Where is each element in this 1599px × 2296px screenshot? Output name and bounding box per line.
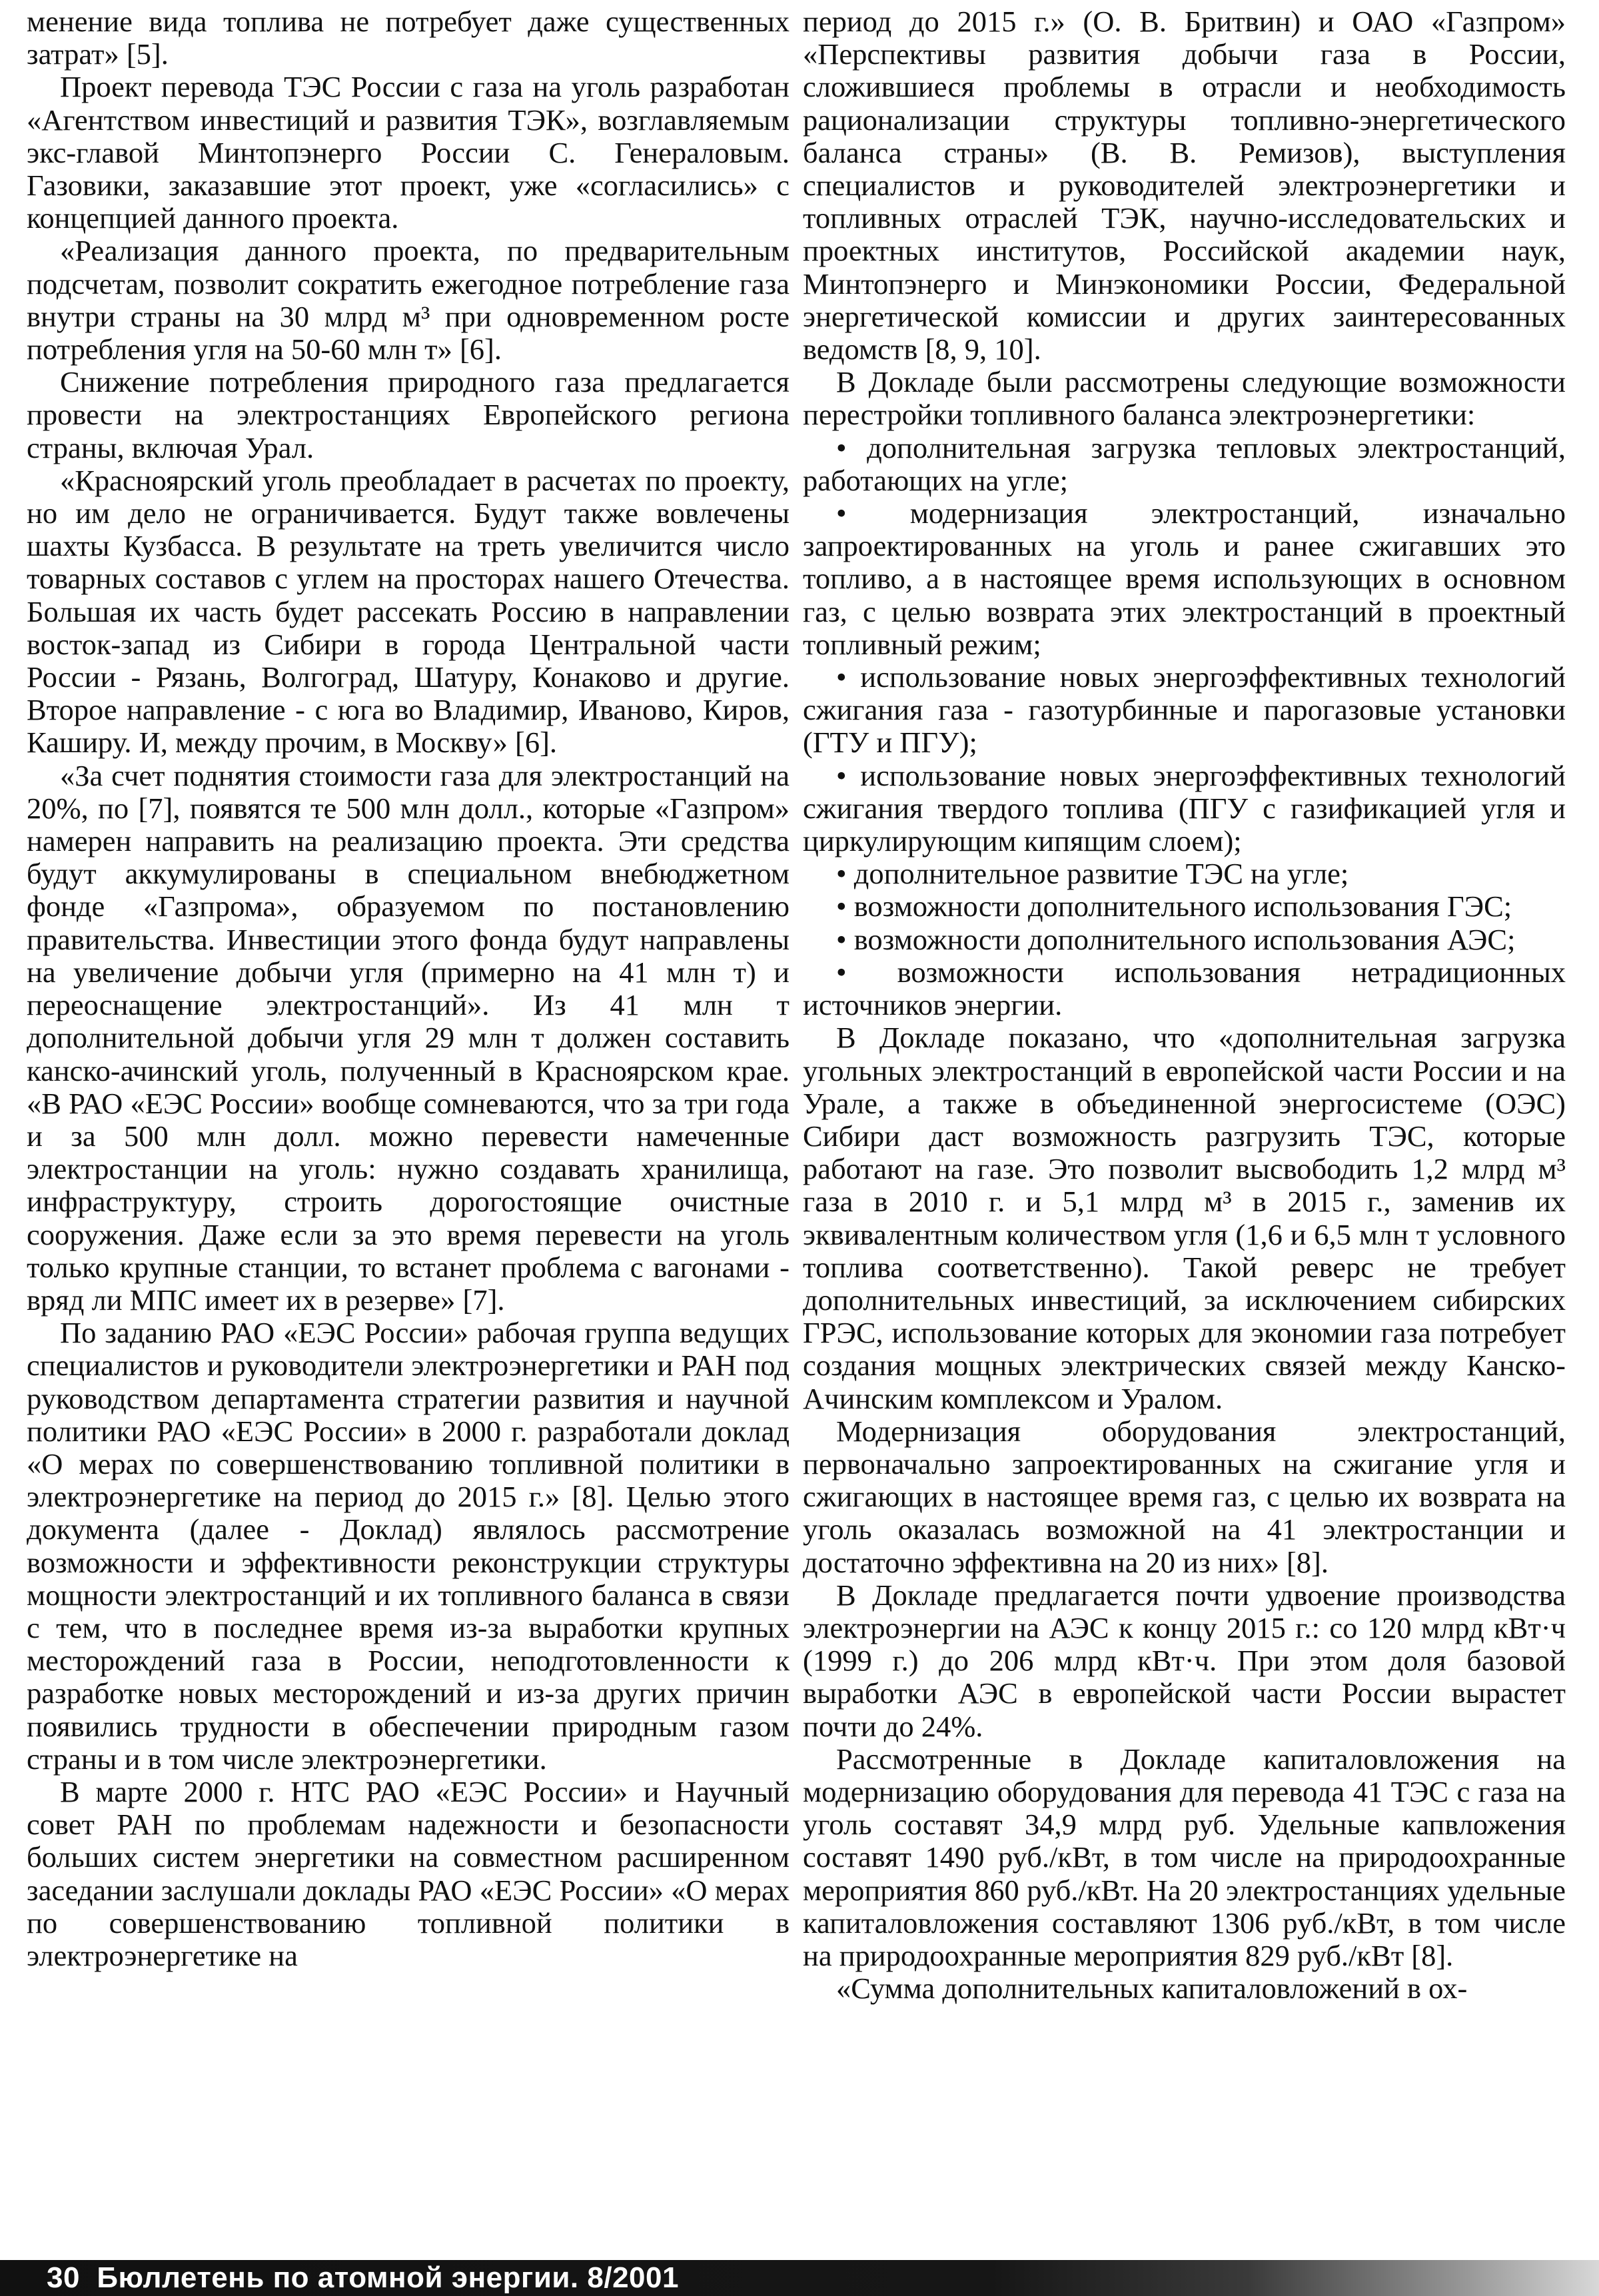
paragraph: менение вида топлива не потребует даже существенных затрат» [5].	[27, 5, 790, 71]
bullet-item: • возможности использования нетрадиционных источников энергии.	[803, 956, 1566, 1021]
paragraph: «Реализация данного проекта, по предварительным подсчетам, позволит сократить ежегодное потребление газа внутри страны на 30 млрд м³ при одновременном росте потребления угля на 50-60 млн т» [6].	[27, 234, 790, 366]
paragraph: «За счет поднятия стоимости газа для электростанций на 20%, по [7], появятся те 500 млн долл., которые «Газпром» намерен направить на реализацию проекта. Эти средства будут аккумулированы в специальном внебюджетном фонде «Газпрома», образуемом по постановлению правительства. Инвестиции этого фонда будут направлены на увеличение добычи угля (примерно на 41 млн т) и переоснащение электростанций». Из 41 млн т дополнительной добычи угля 29 млн т должен составить канско-ачинский уголь, полученный в Красноярском крае. «В РАО «ЕЭС России» вообще сомневаются, что за три года и за 500 млн долл. можно перевести намеченные электростанции на уголь: нужно создавать хранилища, инфраструктуру, строить дорогостоящие очистные сооружения. Даже если за это время перевести на уголь только крупные станции, то встанет проблема с вагонами - вряд ли МПС имеет их в резерве» [7].	[27, 758, 790, 1317]
paragraph: Проект перевода ТЭС России с газа на уголь разработан «Агентством инвестиций и развития ТЭК», возглавляемым экс-главой Минтопэнерго России С. Генераловым. Газовики, заказавшие этот проект, уже «согласились» с концепцией данного проекта.	[27, 70, 790, 235]
paragraph: В марте 2000 г. НТС РАО «ЕЭС России» и Научный совет РАН по проблемам надежности и безопасности больших систем энергетики на совместном расширенном заседании заслушали доклады РАО «ЕЭС России» «О мерах по совершенствованию топливной политики в электроэнергетике на	[27, 1774, 790, 1972]
bullet-item: • модернизация электростанций, изначально запроектированных на уголь и ранее сжигавших это топливо, а в настоящее время использующих в основном газ, с целью возврата этих электростанций в проектный топливный режим;	[803, 497, 1566, 661]
paragraph: В Докладе были рассмотрены следующие возможности перестройки топливного баланса электроэнергетики:	[803, 365, 1566, 432]
paragraph: Модернизация оборудования электростанций, первоначально запроектированных на сжигание угля и сжигающих в настоящее время газ, с целью их возврата на уголь оказалась возможной на 41 электростанции и достаточно эффективна на 20 из них» [8].	[803, 1414, 1566, 1579]
paragraph: «Красноярский уголь преобладает в расчетах по проекту, но им дело не ограничивается. Будут также вовлечены шахты Кузбасса. В результате на треть увеличится число товарных составов с углем на просторах нашего Отечества. Большая их часть будет рассекать Россию в направлении восток-запад из Сибири в города Центральной части России - Рязань, Волгоград, Шатуру, Конаково и другие. Второе направление - с юга во Владимир, Иваново, Киров, Каширу. И, между прочим, в Москву» [6].	[27, 463, 790, 760]
left-column	[27, 5, 790, 1972]
paragraph: «Сумма дополнительных капиталовложений в ох-	[836, 1972, 1468, 2006]
right-column	[803, 5, 1566, 2005]
page-number: 30	[47, 2261, 80, 2294]
footer-text	[47, 2261, 679, 2295]
journal-title: Бюллетень по атомной энергии. 8/2001	[97, 2261, 679, 2294]
bullet-item: • дополнительная загрузка тепловых электростанций, работающих на угле;	[803, 432, 1566, 497]
paragraph: период до 2015 г.» (О. В. Бритвин) и ОАО «Газпром» «Перспективы развития добычи газа в России, сложившиеся проблемы в отрасли и необходимость рационализации структуры топливно-энергетического баланса страны» (В. В. Ремизов), выступления специалистов и руководителей электроэнергетики и топливных отраслей ТЭК, научно-исследовательских и проектных институтов, Российской академии наук, Минтопэнерго и Минэкономики России, Федеральной энергетической комиссии и других заинтересованных ведомств [8, 9, 10].	[803, 5, 1566, 366]
page-footer	[0, 2260, 1599, 2296]
bullet-item: • дополнительное развитие ТЭС на угле;	[803, 858, 1566, 890]
paragraph: По заданию РАО «ЕЭС России» рабочая группа ведущих специалистов и руководители электроэнергетики и РАН под руководством департамента стратегии развития и научной политики РАО «ЕЭС России» в 2000 г. разработали доклад «О мерах по совершенствованию топливной политики в электроэнергетике на период до 2015 г.» [8]. Целью этого документа (далее - Доклад) являлось рассмотрение возможности и эффективности реконструкции структуры мощности электростанций и их топливного баланса в связи с тем, что в последнее время из-за выработки крупных месторождений газа в России, неподготовленности к разработке новых месторождений и из-за других причин появились трудности в обеспечении природным газом страны и в том числе электроэнергетики.	[27, 1316, 790, 1776]
bullet-item: • возможности дополнительного использования ГЭС;	[803, 890, 1566, 923]
bullet-item: • использование новых энергоэффективных технологий сжигания газа - газотурбинные и парогазовые установки (ГТУ и ПГУ);	[803, 661, 1566, 760]
paragraph: Снижение потребления природного газа предлагается провести на электростанциях Европейского региона страны, включая Урал.	[27, 365, 790, 464]
paragraph: Рассмотренные в Докладе капиталовложения на модернизацию оборудования для перевода 41 ТЭС с газа на уголь составят 34,9 млрд руб. Удельные капвложения составят 1490 руб./кВт, в том числе на природоохранные мероприятия 860 руб./кВт. На 20 электростанциях удельные капиталовложения составляют 1306 руб./кВт, в том числе на природоохранные мероприятия 829 руб./кВт [8].	[803, 1742, 1566, 1972]
paragraph: В Докладе показано, что «дополнительная загрузка угольных электростанций в европейской части России и на Урале, а также в объединенной энергосистеме (ОЭС) Сибири даст возможность разгрузить ТЭС, которые работают на газе. Это позволит высвободить 1,2 млрд м³ газа в 2010 г. и 5,1 млрд м³ в 2015 г., заменив их эквивалентным количеством угля (1,6 и 6,5 млн т условного топлива соответственно). Такой реверс не требует дополнительных инвестиций, за исключением сибирских ГРЭС, использование которых для экономии газа потребует создания мощных электрических связей между Канско-Ачинским комплексом и Уралом.	[803, 1021, 1566, 1415]
bullet-item: • возможности дополнительного использования АЭС;	[803, 923, 1566, 956]
bullet-item: • использование новых энергоэффективных технологий сжигания твердого топлива (ПГУ с газификацией угля и циркулирующим кипящим слоем);	[803, 760, 1566, 858]
paragraph: В Докладе предлагается почти удвоение производства электроэнергии на АЭС к концу 2015 г.: со 120 млрд кВт·ч (1999 г.) до 206 млрд кВт·ч. При этом доля базовой выработки АЭС в европейской части России вырастет почти до 24%.	[803, 1578, 1566, 1743]
